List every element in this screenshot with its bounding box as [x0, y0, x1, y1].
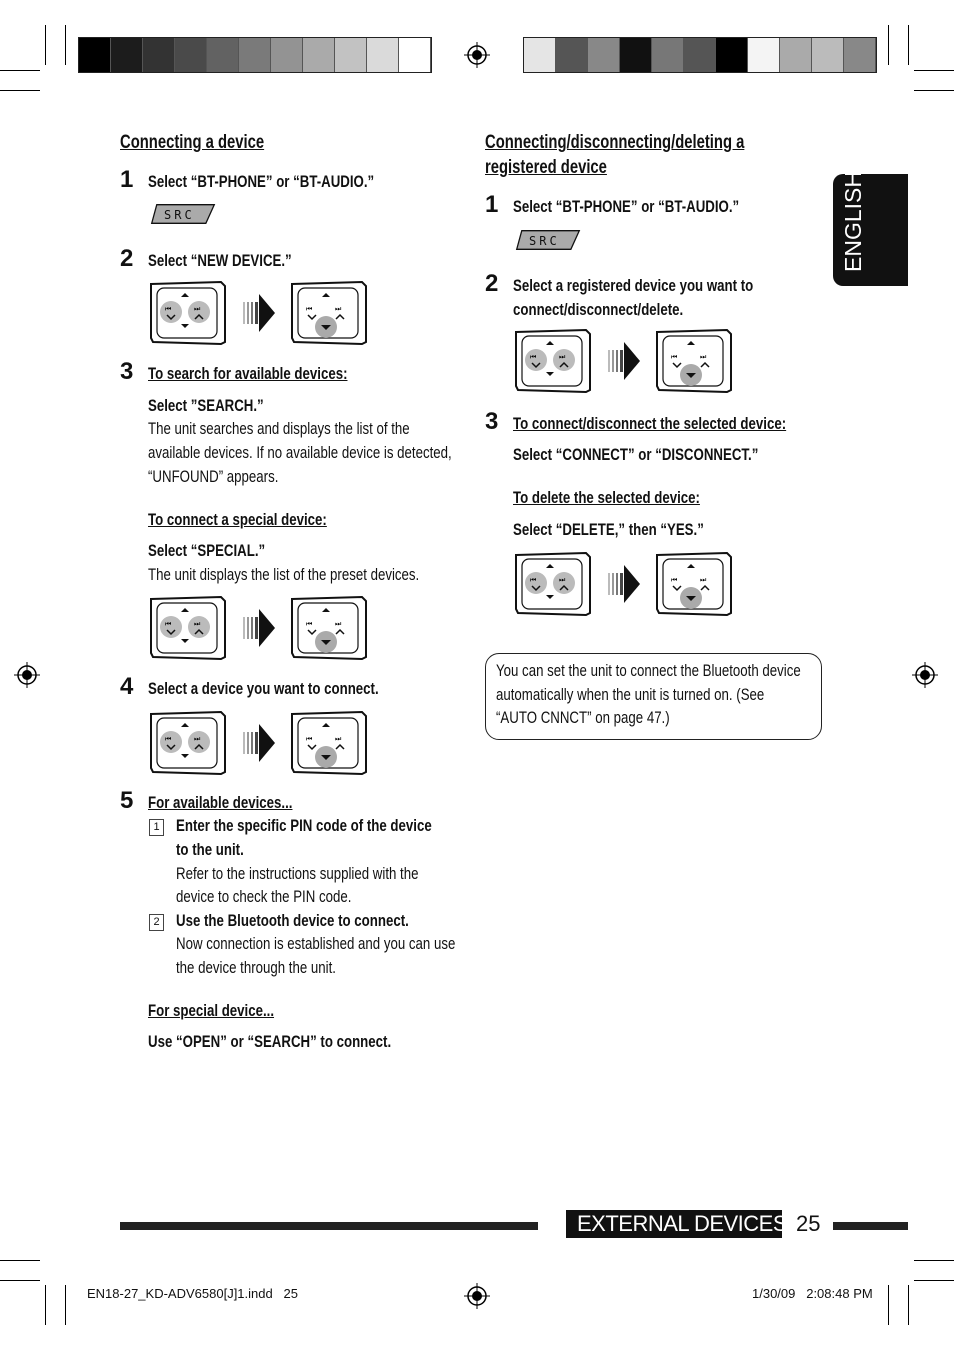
control-diagram [514, 328, 734, 399]
crop-mark [908, 25, 909, 65]
item-title: Use the Bluetooth device to connect. [176, 911, 409, 930]
color-swatch [367, 38, 399, 72]
svg-text:⏮: ⏮ [671, 576, 678, 584]
step-text: connect/disconnect/delete. [513, 300, 684, 319]
step-number: 3 [485, 408, 499, 435]
body-text: the device through the unit. [176, 958, 336, 977]
keypad-to-keypad-diagram [514, 551, 734, 617]
step-text: Select a registered device you want to [513, 276, 754, 295]
control-diagram [514, 551, 734, 622]
src-button-label: SRC [164, 208, 195, 222]
arrow-right-icon [243, 294, 275, 332]
keypad-to-keypad-diagram [514, 328, 734, 394]
control-diagram [149, 710, 369, 781]
color-swatch [748, 38, 780, 72]
subsection-title: To delete the selected device: [513, 488, 700, 507]
svg-text:⏮: ⏮ [165, 305, 172, 313]
svg-text:⏭: ⏭ [559, 353, 566, 361]
step-text: Select “BT-PHONE” or “BT-AUDIO.” [148, 172, 375, 191]
color-swatch [143, 38, 175, 72]
section-title: Connecting a device [120, 132, 265, 153]
step-number: 1 [485, 191, 499, 218]
keypad-icon [657, 330, 731, 392]
keypad-icon [151, 282, 225, 344]
arrow-right-icon [608, 342, 640, 380]
item-number-box: 1 [149, 819, 164, 836]
body-text: available devices. If no available device is detected, [148, 443, 452, 462]
registration-mark-icon [464, 42, 490, 68]
footer-rule [833, 1222, 908, 1230]
color-swatch [620, 38, 652, 72]
crop-mark [0, 1260, 40, 1261]
body-text: The unit searches and displays the list of the [148, 419, 410, 438]
step-number: 5 [120, 787, 134, 814]
svg-text:⏭: ⏭ [194, 305, 201, 313]
color-swatch [684, 38, 716, 72]
crop-mark [65, 1285, 66, 1325]
svg-text:⏮: ⏮ [306, 305, 313, 313]
arrow-right-icon [243, 724, 275, 762]
svg-text:⏮: ⏮ [530, 576, 537, 584]
svg-text:⏭: ⏭ [335, 305, 342, 313]
color-swatch [335, 38, 367, 72]
section-title: registered device [485, 157, 607, 178]
color-swatch [780, 38, 812, 72]
command-text: Select “DELETE,” then “YES.” [513, 520, 704, 539]
color-swatch [588, 38, 620, 72]
keypad-to-keypad-diagram [149, 595, 369, 661]
item-title: Enter the specific PIN code of the device [176, 816, 432, 835]
crop-mark [914, 70, 954, 71]
slug-file: EN18-27_KD-ADV6580[J]1.indd 25 [87, 1286, 299, 1301]
keypad-icon [516, 330, 590, 392]
svg-text:⏮: ⏮ [306, 735, 313, 743]
keypad-to-keypad-diagram [149, 280, 369, 346]
color-bar-right [523, 37, 877, 73]
crop-mark [888, 25, 889, 65]
control-diagram [149, 280, 369, 351]
svg-text:⏭: ⏭ [559, 576, 566, 584]
footer-section-label: EXTERNAL DEVICES [577, 1211, 788, 1236]
color-swatch [844, 38, 876, 72]
step-text: Select “BT-PHONE” or “BT-AUDIO.” [513, 197, 740, 216]
item-title: to the unit. [176, 840, 244, 859]
svg-text:⏭: ⏭ [335, 620, 342, 628]
step-number: 2 [485, 270, 499, 297]
crop-mark [0, 90, 40, 91]
note-text: “AUTO CNNCT” on page 47.) [496, 708, 670, 727]
subsection-title: To connect/disconnect the selected device: [513, 414, 787, 433]
section-title: Connecting/disconnecting/deleting a [485, 132, 745, 153]
keypad-icon [292, 282, 366, 344]
crop-mark [888, 1285, 889, 1325]
step-number: 4 [120, 673, 134, 700]
crop-mark [45, 25, 46, 65]
body-text: The unit displays the list of the preset devices. [148, 565, 420, 584]
svg-text:⏭: ⏭ [194, 620, 201, 628]
color-swatch [79, 38, 111, 72]
step-text: Select a device you want to connect. [148, 679, 379, 698]
body-text: “UNFOUND” appears. [148, 467, 279, 486]
svg-text:⏮: ⏮ [671, 353, 678, 361]
color-swatch [111, 38, 143, 72]
color-swatch [652, 38, 684, 72]
crop-mark [908, 1285, 909, 1325]
color-swatch [303, 38, 335, 72]
step-number: 2 [120, 245, 134, 272]
language-tab-label: ENGLISH [840, 171, 866, 272]
svg-text:⏮: ⏮ [165, 620, 172, 628]
keypad-icon [151, 597, 225, 659]
step-number: 3 [120, 358, 134, 385]
keypad-to-keypad-diagram [149, 710, 369, 776]
command-text: Select ”SEARCH.” [148, 396, 264, 415]
crop-mark [914, 90, 954, 91]
page-number: 25 [796, 1211, 821, 1236]
color-swatch [812, 38, 844, 72]
subsection-title: To connect a special device: [148, 510, 327, 529]
subsection-title: For special device... [148, 1001, 275, 1020]
arrow-right-icon [608, 565, 640, 603]
note-text: You can set the unit to connect the Bluetooth device [496, 661, 801, 680]
registration-mark-icon [912, 662, 938, 688]
crop-mark [914, 1280, 954, 1281]
svg-text:⏭: ⏭ [335, 735, 342, 743]
svg-text:⏮: ⏮ [530, 353, 537, 361]
crop-mark [914, 1260, 954, 1261]
color-swatch [207, 38, 239, 72]
body-text: device to check the PIN code. [176, 887, 352, 906]
svg-text:⏮: ⏮ [165, 735, 172, 743]
arrow-right-icon [243, 609, 275, 647]
keypad-icon [151, 712, 225, 774]
keypad-icon [292, 597, 366, 659]
subsection-title: To search for available devices: [148, 364, 348, 383]
registration-mark-icon [14, 662, 40, 688]
keypad-icon [292, 712, 366, 774]
footer-rule [120, 1222, 538, 1230]
color-swatch [239, 38, 271, 72]
step-text: Select “NEW DEVICE.” [148, 251, 292, 270]
color-swatch [175, 38, 207, 72]
svg-text:⏭: ⏭ [700, 353, 707, 361]
color-swatch [716, 38, 748, 72]
color-bar-left [78, 37, 432, 73]
command-text: Use “OPEN” or “SEARCH” to connect. [148, 1032, 392, 1051]
crop-mark [65, 25, 66, 65]
item-number-box: 2 [149, 914, 164, 931]
color-swatch [556, 38, 588, 72]
registration-mark-icon [464, 1283, 490, 1309]
command-text: Select “SPECIAL.” [148, 541, 266, 560]
keypad-icon [657, 553, 731, 615]
note-text: automatically when the unit is turned on. (See [496, 685, 765, 704]
command-text: Select “CONNECT” or “DISCONNECT.” [513, 445, 759, 464]
crop-mark [45, 1285, 46, 1325]
svg-text:⏮: ⏮ [306, 620, 313, 628]
svg-text:⏭: ⏭ [194, 735, 201, 743]
body-text: Now connection is established and you can use [176, 934, 456, 953]
keypad-icon [516, 553, 590, 615]
src-button-label: SRC [529, 234, 560, 248]
svg-text:⏭: ⏭ [700, 576, 707, 584]
crop-mark [0, 1280, 40, 1281]
color-swatch [271, 38, 303, 72]
subsection-title: For available devices... [148, 793, 293, 812]
crop-mark [0, 70, 40, 71]
color-swatch [524, 38, 556, 72]
step-number: 1 [120, 166, 134, 193]
control-diagram [149, 595, 369, 666]
color-swatch [399, 38, 431, 72]
body-text: Refer to the instructions supplied with the [176, 864, 419, 883]
slug-date: 1/30/09 2:08:48 PM [752, 1286, 873, 1301]
